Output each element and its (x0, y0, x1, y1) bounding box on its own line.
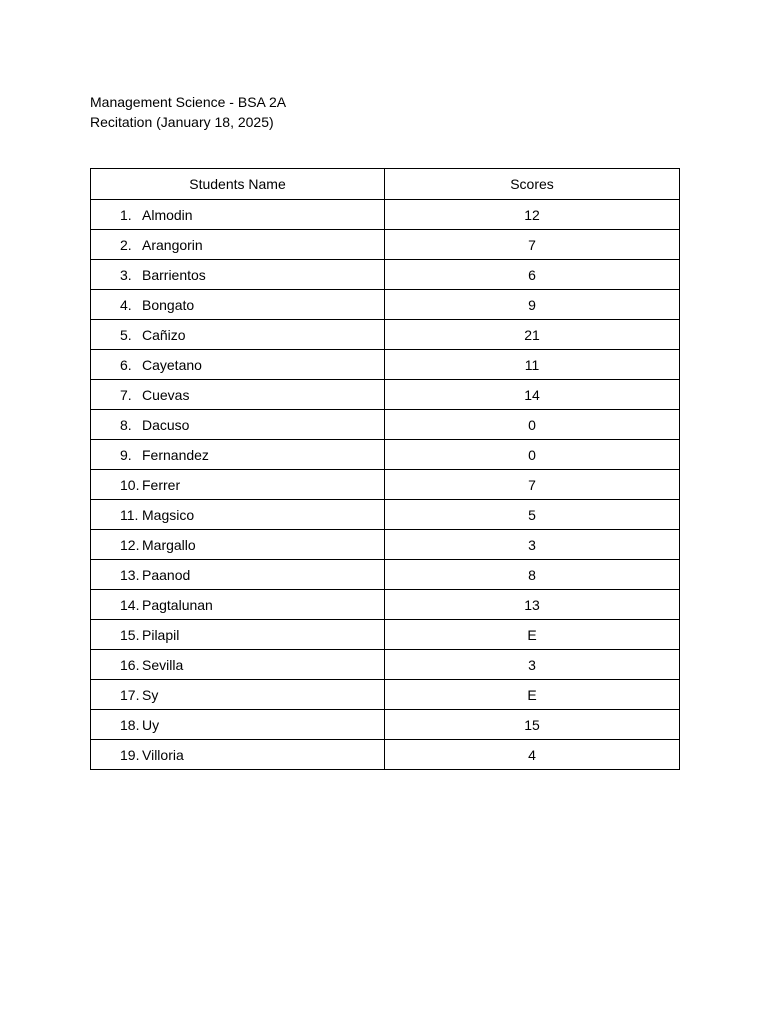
student-cell (91, 680, 385, 710)
student-name: Fernandez (142, 446, 209, 463)
table-row (91, 590, 680, 620)
score-cell: 0 (385, 440, 680, 470)
scores-table (90, 168, 680, 770)
table-header-row (91, 169, 680, 200)
score-cell: 7 (385, 470, 680, 500)
row-number: 14. (120, 596, 140, 613)
table-row (91, 710, 680, 740)
row-number: 6. (120, 356, 132, 373)
table-row (91, 500, 680, 530)
table-body (91, 200, 680, 770)
score-cell: 3 (385, 650, 680, 680)
student-name: Sy (142, 686, 159, 703)
row-number: 5. (120, 326, 132, 343)
table-row (91, 320, 680, 350)
row-number: 2. (120, 236, 132, 253)
row-number: 13. (120, 566, 140, 583)
student-name: Bongato (142, 296, 195, 313)
student-cell (91, 260, 385, 290)
table-row (91, 440, 680, 470)
score-cell: 4 (385, 740, 680, 770)
student-cell (91, 560, 385, 590)
table-row (91, 290, 680, 320)
row-number: 7. (120, 386, 132, 403)
student-name: Magsico (142, 506, 195, 523)
table-row (91, 620, 680, 650)
document-header (90, 92, 286, 132)
score-cell: 8 (385, 560, 680, 590)
student-cell (91, 500, 385, 530)
student-name: Cañizo (142, 326, 186, 343)
student-name: Pilapil (142, 626, 180, 643)
student-cell (91, 740, 385, 770)
score-cell: 13 (385, 590, 680, 620)
student-name: Ferrer (142, 476, 181, 493)
row-number: 18. (120, 716, 140, 733)
student-cell (91, 410, 385, 440)
row-number: 10. (120, 476, 140, 493)
row-number: 9. (120, 446, 132, 463)
row-number: 15. (120, 626, 140, 643)
score-cell: 6 (385, 260, 680, 290)
score-cell: 5 (385, 500, 680, 530)
score-cell: E (385, 680, 680, 710)
score-cell: 9 (385, 290, 680, 320)
score-cell: 0 (385, 410, 680, 440)
table-row (91, 260, 680, 290)
student-name: Arangorin (142, 236, 203, 253)
column-header-scores: Scores (385, 169, 680, 200)
student-name: Sevilla (142, 656, 184, 673)
table-row (91, 560, 680, 590)
student-cell (91, 530, 385, 560)
row-number: 1. (120, 206, 132, 223)
row-number: 12. (120, 536, 140, 553)
student-cell (91, 290, 385, 320)
table-row (91, 650, 680, 680)
student-cell (91, 650, 385, 680)
student-name: Villoria (142, 746, 184, 763)
row-number: 17. (120, 686, 140, 703)
student-cell (91, 470, 385, 500)
student-name: Dacuso (142, 416, 190, 433)
score-cell: 15 (385, 710, 680, 740)
course-title: Management Science - BSA 2A (90, 94, 287, 110)
student-cell (91, 710, 385, 740)
score-cell: 14 (385, 380, 680, 410)
table-row (91, 200, 680, 230)
student-cell (91, 380, 385, 410)
student-name: Barrientos (142, 266, 206, 283)
student-cell (91, 200, 385, 230)
table-row (91, 530, 680, 560)
row-number: 3. (120, 266, 132, 283)
student-cell (91, 350, 385, 380)
score-cell: E (385, 620, 680, 650)
student-name: Cayetano (142, 356, 202, 373)
student-name: Cuevas (142, 386, 190, 403)
table-row (91, 230, 680, 260)
score-cell: 7 (385, 230, 680, 260)
student-name: Paanod (142, 566, 191, 583)
student-cell (91, 620, 385, 650)
student-cell (91, 590, 385, 620)
student-name: Margallo (142, 536, 196, 553)
score-cell: 11 (385, 350, 680, 380)
table-row (91, 350, 680, 380)
row-number: 19. (120, 746, 140, 763)
score-cell: 3 (385, 530, 680, 560)
student-cell (91, 320, 385, 350)
table-row (91, 740, 680, 770)
row-number: 11. (120, 506, 139, 523)
student-name: Almodin (142, 206, 193, 223)
score-cell: 12 (385, 200, 680, 230)
row-number: 8. (120, 416, 132, 433)
table-row (91, 680, 680, 710)
column-header-name: Students Name (91, 169, 385, 200)
table-row (91, 410, 680, 440)
table-row (91, 380, 680, 410)
row-number: 16. (120, 656, 140, 673)
row-number: 4. (120, 296, 132, 313)
student-name: Uy (142, 716, 160, 733)
score-cell: 21 (385, 320, 680, 350)
activity-title: Recitation (January 18, 2025) (90, 114, 274, 130)
student-cell (91, 230, 385, 260)
table-row (91, 470, 680, 500)
student-name: Pagtalunan (142, 596, 213, 613)
student-cell (91, 440, 385, 470)
